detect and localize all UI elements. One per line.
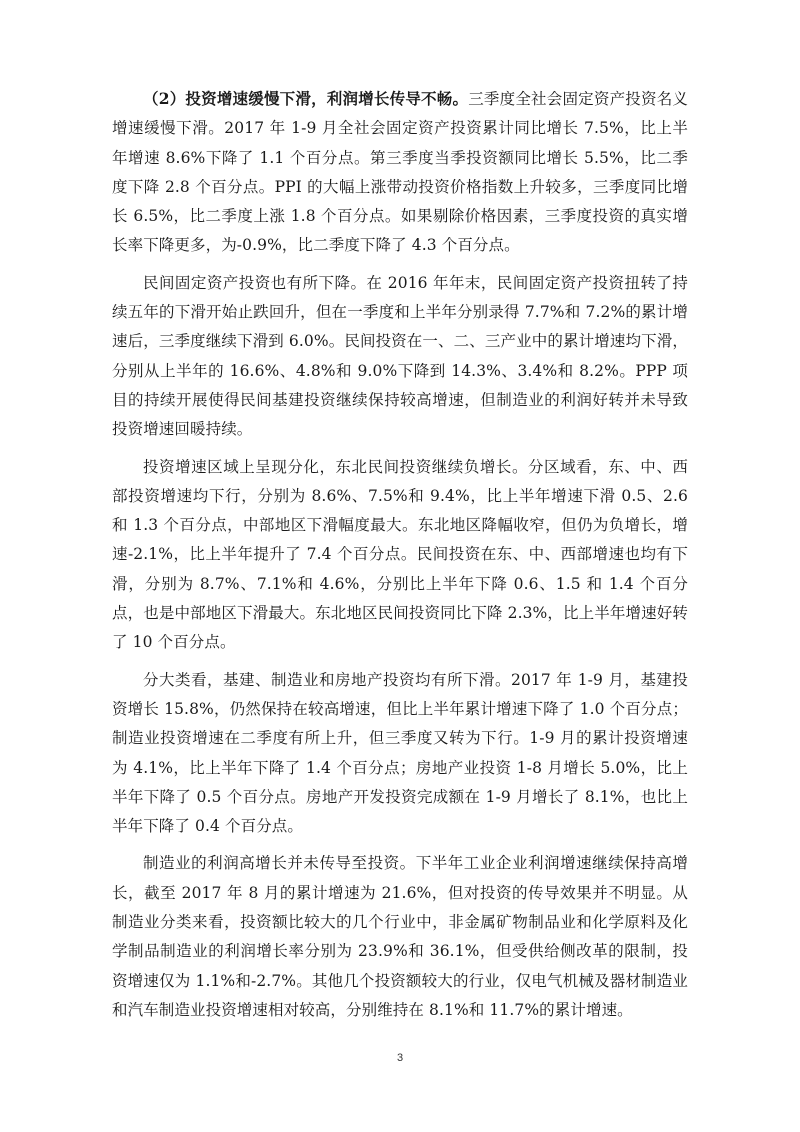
paragraph-private-investment [112,269,688,445]
paragraph-investment-growth [112,84,688,261]
section-heading: （2）投资增速缓慢下滑，利润增长传导不畅。 [143,89,469,108]
paragraph-sector-investment [112,666,688,842]
paragraph-regional-investment [112,453,688,658]
paragraph-text: 民间固定资产投资也有所下降。在 2016 年年末，民间固定资产投资扭转了持续五年的下滑开始止跌回升，但在一季度和上半年分别录得 7.7%和 7.2%的累计增速后，三季度继续下滑到 6.0%。民间投资在一、二、三产业中的累计增速均下滑，分别从上半年的 16.6%、4.8%和 9.0%下降到 14.3%、3.4%和 8.2%。PPP 项目的持续开展使得民间基建投资继续保持较高增速，但制造业的利润好转并未导致投资增速回暖持续。 [112,273,688,439]
document-body [112,84,688,1033]
paragraph-text: 分大类看，基建、制造业和房地产投资均有所下滑。2017 年 1-9 月，基建投资增长 15.8%，仍然保持在较高增速，但比上半年累计增速下降了 1.0 个百分点；制造业投资增速在二季度有所上升，但三季度又转为下行。1-9 月的累计投资增速为 4.1%，比上半年下降了 1.4 个百分点；房地产业投资 1-8 月增长 5.0%，比上半年下降了 0.5 个百分点。房地产开发投资完成额在 1-9 月增长了 8.1%，也比上半年下降了 0.4 个百分点。 [112,670,688,836]
paragraph-text: 三季度全社会固定资产投资名义增速缓慢下滑。2017 年 1-9 月全社会固定资产投资累计同比增长 7.5%，比上半年增速 8.6%下降了 1.1 个百分点。第三季度当季投资额同比增长 5.5%，比二季度下降 2.8 个百分点。PPI 的大幅上涨带动投资价格指数上升较多，三季度同比增长 6.5%，比二季度上涨 1.8 个百分点。如果剔除价格因素，三季度投资的真实增长率下降更多，为-0.9%，比二季度下降了 4.3 个百分点。 [112,90,689,255]
page-number: 3 [396,1052,404,1064]
paragraph-text: 投资增速区域上呈现分化，东北民间投资继续负增长。分区域看，东、中、西部投资增速均下行，分别为 8.6%、7.5%和 9.4%，比上半年增速下滑 0.5、2.6 和 1.3 个百分点，中部地区下滑幅度最大。东北地区降幅收窄，但仍为负增长，增速-2.1%，比上半年提升了 7.4 个百分点。民间投资在东、中、西部增速也均有下滑，分别为 8.7%、7.1%和 4.6%，分别比上半年下降 0.6、1.5 和 1.4 个百分点，也是中部地区下滑最大。东北地区民间投资同比下降 2.3%，比上半年增速好转了 10 个百分点。 [112,457,688,652]
paragraph-text: 制造业的利润高增长并未传导至投资。下半年工业企业利润增速继续保持高增长，截至 2017 年 8 月的累计增速为 21.6%，但对投资的传导效果并不明显。从制造业分类来看，投资额比较大的几个行业中，非金属矿物制品业和化学原料及化学制品制造业的利润增长率分别为 23.9%和 36.1%，但受供给侧改革的限制，投资增速仅为 1.1%和-2.7%。其他几个投资额较大的行业，仅电气机械及器材制造业和汽车制造业投资增速相对较高，分别维持在 8.1%和 11.7%的累计增速。 [112,854,688,1019]
paragraph-manufacturing-profit [112,849,688,1025]
